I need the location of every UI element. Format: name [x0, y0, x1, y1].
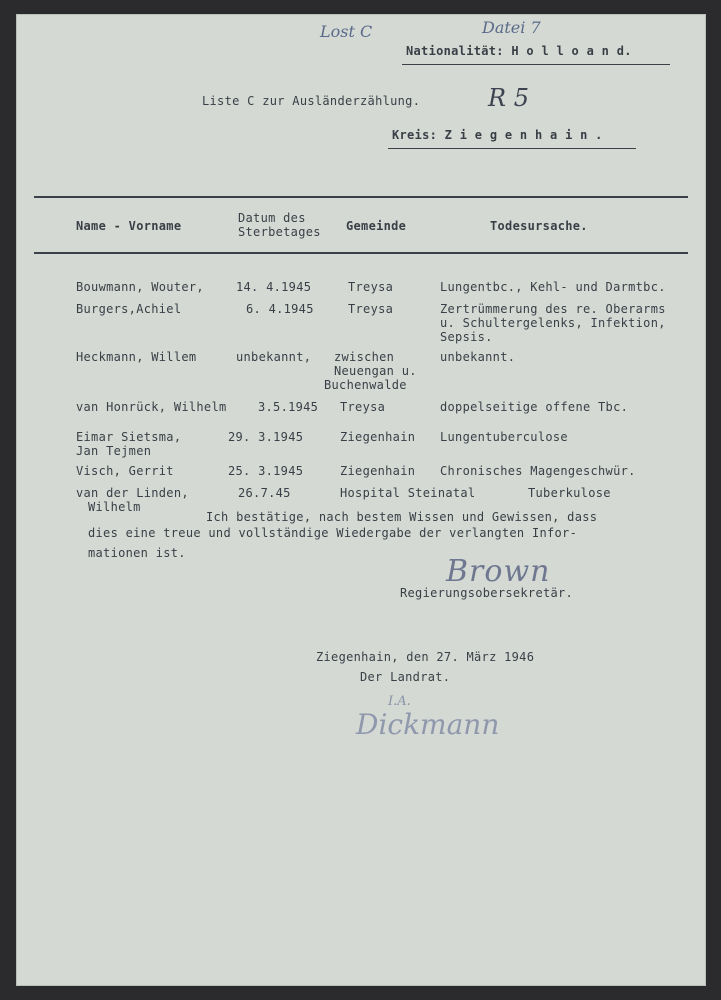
row-cause: Zertrümmerung des re. Oberarms	[440, 302, 666, 316]
column-header-municipality: Gemeinde	[346, 219, 407, 233]
row-name: van Honrück, Wilhelm	[76, 400, 227, 414]
row-place: Neuengan u.	[334, 364, 417, 378]
row-place: Ziegenhain	[340, 464, 416, 478]
row-date: 25. 3.1945	[228, 464, 304, 478]
list-title: Liste C zur Ausländerzählung.	[202, 94, 421, 108]
row-name: Bouwmann, Wouter,	[76, 280, 204, 294]
row-cause: Lungentuberculose	[440, 430, 568, 444]
row-cause: Lungentbc., Kehl- und Darmtbc.	[440, 280, 666, 294]
row-cause: u. Schultergelenks, Infektion,	[440, 316, 666, 330]
row-date: 14. 4.1945	[236, 280, 312, 294]
confirmation-line: dies eine treue und vollständige Wiedergabe der verlangten Infor-	[88, 526, 578, 540]
row-place: zwischen	[334, 350, 395, 364]
row-cause: Chronisches Magengeschwür.	[440, 464, 636, 478]
district-line: Kreis: Z i e g e n h a i n .	[392, 128, 603, 142]
row-date: 6. 4.1945	[246, 302, 314, 316]
signature-brown: Brown	[446, 554, 551, 589]
place-date: Ziegenhain, den 27. März 1946	[316, 650, 535, 664]
row-name: Visch, Gerrit	[76, 464, 174, 478]
row-place: Buchenwalde	[324, 378, 407, 392]
confirmation-line: mationen ist.	[88, 546, 186, 560]
row-name: van der Linden,	[76, 486, 189, 500]
row-name: Jan Tejmen	[76, 444, 152, 458]
row-date: 26.7.45	[238, 486, 291, 500]
official-title: Regierungsobersekretär.	[400, 586, 574, 600]
signature-landrat: Dickmann	[356, 708, 500, 741]
row-place: Hospital Steinatal	[340, 486, 476, 500]
handwritten-number: R 5	[488, 84, 529, 112]
landrat-title: Der Landrat.	[360, 670, 451, 684]
document-page	[16, 14, 706, 986]
confirmation-line: Ich bestätige, nach bestem Wissen und Gewissen, dass	[206, 510, 598, 524]
row-cause: Sepsis.	[440, 330, 493, 344]
row-date: 3.5.1945	[258, 400, 319, 414]
row-place: Treysa	[340, 400, 386, 414]
row-cause: Tuberkulose	[528, 486, 611, 500]
row-place: Treysa	[348, 302, 394, 316]
column-header-date-2: Sterbetages	[238, 225, 321, 239]
row-place: Treysa	[348, 280, 394, 294]
row-name: Wilhelm	[88, 500, 141, 514]
table-top-rule	[34, 196, 688, 198]
column-header-date-1: Datum des	[238, 211, 306, 225]
row-cause: doppelseitige offene Tbc.	[440, 400, 629, 414]
column-header-name: Name - Vorname	[76, 219, 182, 233]
table-header-rule	[34, 252, 688, 254]
nationality-underline	[402, 64, 670, 65]
signature-initials: I.A.	[388, 694, 411, 709]
row-cause: unbekannt.	[440, 350, 516, 364]
row-name: Burgers,Achiel	[76, 302, 182, 316]
handwritten-note-lost-c: Lost C	[320, 22, 373, 41]
row-date: 29. 3.1945	[228, 430, 304, 444]
district-underline	[388, 148, 636, 149]
row-name: Heckmann, Willem	[76, 350, 197, 364]
row-date: unbekannt,	[236, 350, 312, 364]
handwritten-note-datei: Datei 7	[482, 18, 541, 37]
nationality-line: Nationalität: H o l l o a n d.	[406, 44, 632, 58]
row-name: Eimar Sietsma,	[76, 430, 182, 444]
column-header-cause: Todesursache.	[490, 219, 588, 233]
row-place: Ziegenhain	[340, 430, 416, 444]
